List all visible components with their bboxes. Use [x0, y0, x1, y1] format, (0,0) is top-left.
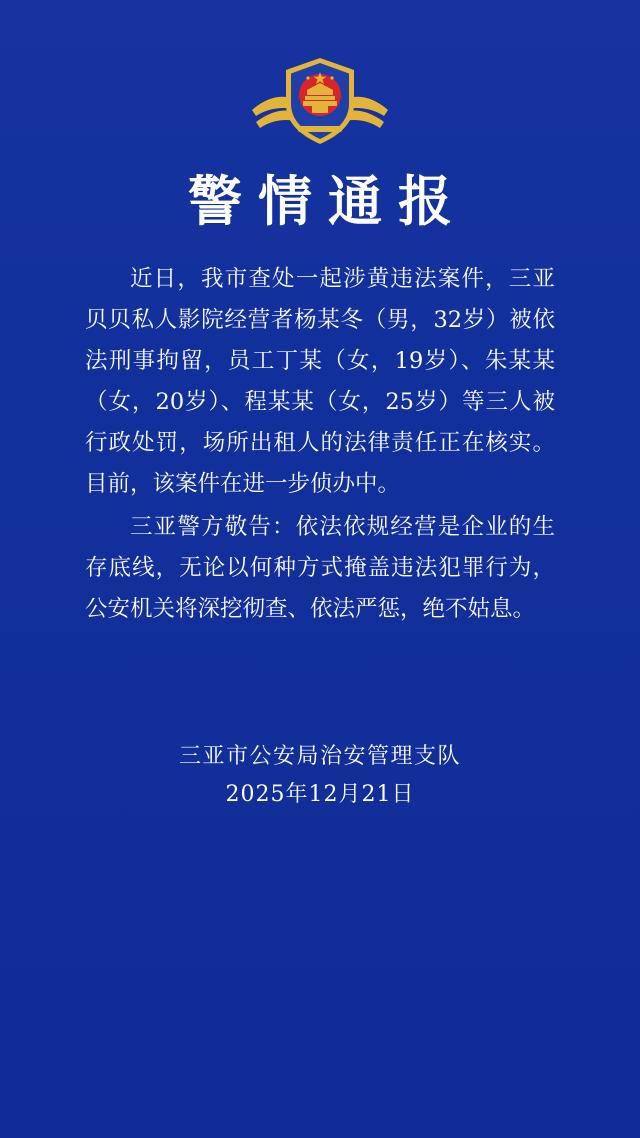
signature-block — [0, 738, 640, 814]
page-title: 警情通报 — [188, 169, 468, 233]
notice-body — [85, 259, 555, 632]
issuing-organization: 三亚市公安局治安管理支队 — [178, 744, 461, 769]
china-police-emblem-icon — [250, 52, 390, 150]
notice-paragraph: 三亚警方敬告：依法依规经营是企业的生存底线，无论以何种方式掩盖违法犯罪行为，公安机关将深挖彻查、依法严惩，绝不姑息。 — [85, 514, 555, 623]
notice-paragraph: 近日，我市查处一起涉黄违法案件，三亚贝贝私人影院经营者杨某冬（男，32岁）被依法刑事拘留，员工丁某（女，19岁）、朱某某（女，20岁）、程某某（女，25岁）等三人被行政处罚，场所出租人的法律责任正在核实。目前，该案件在进一步侦办中。 — [85, 266, 555, 498]
issue-date: 2025年12月21日 — [225, 782, 415, 807]
